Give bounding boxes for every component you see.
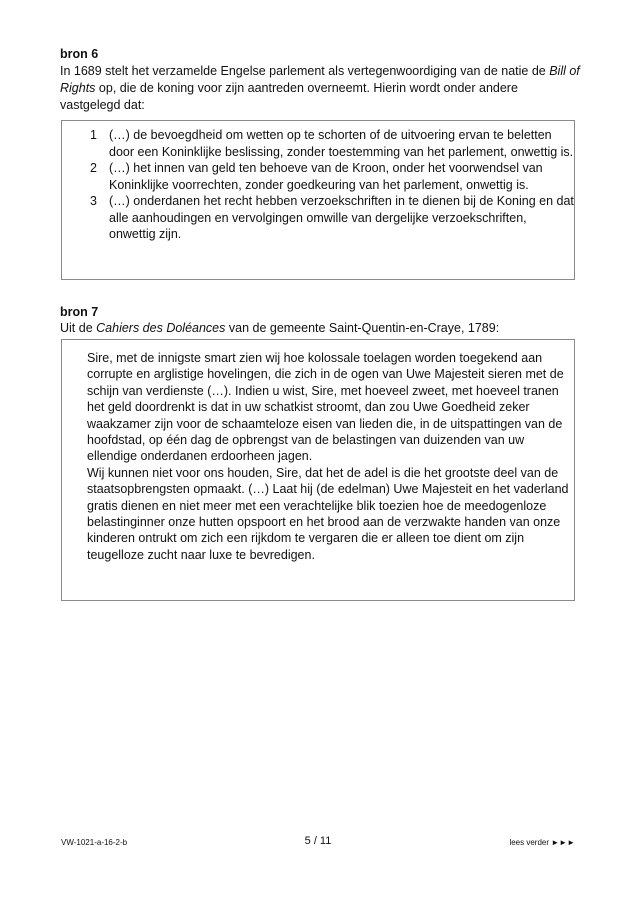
exam-code: VW-1021-a-16-2-b bbox=[61, 838, 128, 847]
list-item-text: (…) de bevoegdheid om wetten op te schorten of de uitvoering ervan te beletten door een Koninklijke beslissing, zonder toestemming van het parlement, onwettig is. bbox=[109, 128, 574, 159]
page-number: 5 / 11 bbox=[304, 835, 332, 847]
cahier-quote bbox=[87, 350, 569, 563]
read-on-link: lees verder ►►► bbox=[509, 838, 575, 847]
bron-7-intro bbox=[60, 320, 580, 337]
bron-7-heading: bron 7 bbox=[60, 305, 99, 319]
bill-of-rights-list bbox=[62, 127, 576, 243]
list-item-number: 3 bbox=[90, 194, 97, 208]
bron-7-intro-title: Cahiers des Doléances bbox=[96, 321, 226, 335]
bron-6-heading: bron 6 bbox=[60, 47, 99, 61]
list-item-text: (…) het innen van geld ten behoeve van de Kroon, onder het voorwendsel van Koninklijke voorrechten, zonder goedkeuring van het parlement, onwettig is. bbox=[109, 161, 543, 192]
bron-7-intro-text-2: van de gemeente Saint-Quentin-en-Craye, 1789: bbox=[225, 321, 500, 335]
list-item-text: (…) onderdanen het recht hebben verzoekschriften in te dienen bij de Koning en dat alle aanhoudingen en vervolgingen omwille van dergelijke verzoekschriften, onwettig zijn. bbox=[109, 194, 574, 241]
bron-6-intro bbox=[60, 63, 580, 114]
bron-6-source-box bbox=[61, 120, 575, 280]
list-item bbox=[62, 160, 576, 193]
list-item-number: 2 bbox=[90, 161, 97, 175]
quote-paragraph: Sire, met de innigste smart zien wij hoe kolossale toelagen worden toegekend aan corrupte en arglistige hovelingen, die zich in de ogen van Uwe Majesteit sieren met de schijn van verdienste (…). Indien u wist, Sire, met hoeveel zweet, met hoeveel tranen het geld doordrenkt is dat in uw schatkist stroomt, dan zou Uwe Goedheid zeker waakzamer zijn voor de schaamteloze eisen van lieden die, in de uitspattingen van de hoofdstad, op één dag de opbrengst van de belastingen van duizenden van uw ellendige onderdanen erdoorheen jagen. bbox=[87, 351, 564, 464]
list-item-number: 1 bbox=[90, 128, 97, 142]
bron-7-source-box bbox=[61, 339, 575, 601]
quote-paragraph: Wij kunnen niet voor ons houden, Sire, dat het de adel is die het grootste deel van de staatsopbrengsten opmaakt. (…) Laat hij (de edelman) Uwe Majesteit en het vaderland gratis dienen en niet meer met een verachtelijke blik toezien hoe de meedogenloze belastinginner onze hutten opspoort en het brood aan de verzwakte handen van onze kinderen ontrukt om zich een rijkdom te vergaren die er alleen toe dient om zijn teugelloze zucht naar luxe te bevredigen. bbox=[87, 465, 569, 562]
list-item bbox=[62, 193, 576, 243]
bron-7-intro-text-1: Uit de bbox=[60, 321, 97, 335]
bron-6-intro-text-1: In 1689 stelt het verzamelde Engelse parlement als vertegenwoordiging van de natie de bbox=[60, 64, 550, 78]
list-item bbox=[62, 127, 576, 160]
bron-6-intro-title: Bill of Rights bbox=[60, 64, 580, 95]
bron-6-intro-text-2: op, die de koning voor zijn aantreden overneemt. Hierin wordt onder andere vastgelegd dat: bbox=[60, 81, 518, 112]
